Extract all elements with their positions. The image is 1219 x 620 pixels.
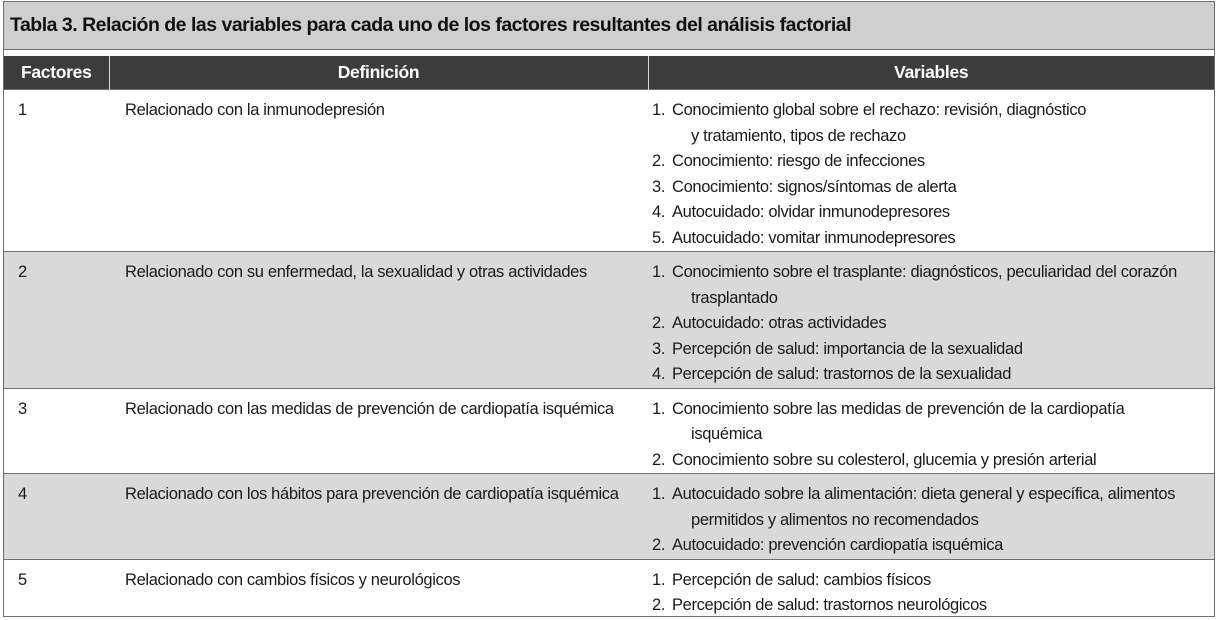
variable-text: Conocimiento sobre su colesterol, glucemia y presión arterial [672, 450, 1097, 469]
header-variables: Variables [648, 56, 1214, 90]
variable-text: Autocuidado: olvidar inmunodepresores [672, 203, 950, 221]
factor-variables [648, 388, 1214, 474]
variable-item [652, 397, 1214, 448]
factor-number: 2 [18, 263, 27, 281]
variable-number: 5. [652, 228, 666, 247]
variable-number: 2. [652, 450, 666, 469]
factor-definition: Relacionado con su enfermedad, la sexualidad y otras actividades [125, 263, 587, 281]
variable-item [652, 533, 1214, 559]
variable-item [652, 260, 1214, 311]
variable-item [652, 593, 1214, 619]
factor-definition: Relacionado con cambios físicos y neurológicos [125, 570, 461, 589]
variable-text: Autocuidado: prevención cardiopatía isquémica [672, 536, 1003, 554]
factor-definition: Relacionado con las medidas de prevención de cardiopatía isquémica [125, 399, 614, 418]
variable-text-continuation: trasplantado [691, 288, 778, 307]
variable-number: 4. [652, 203, 666, 221]
factor-number: 4 [18, 485, 27, 503]
factor-variables [648, 559, 1214, 619]
variable-text: Percepción de salud: trastornos de la sexualidad [672, 365, 1012, 383]
table-row [4, 90, 1214, 252]
factor-number: 1 [18, 101, 27, 119]
header-row [4, 56, 1214, 90]
variable-number: 2. [652, 314, 666, 332]
variable-item [652, 311, 1214, 337]
factor-definition: Relacionado con los hábitos para prevención de cardiopatía isquémica [125, 485, 619, 503]
variable-text: Conocimiento global sobre el rechazo: revisión, diagnóstico [672, 101, 1087, 119]
variable-number: 2. [652, 596, 666, 614]
table-row [4, 388, 1214, 474]
variable-text: Autocuidado: vomitar inmunodepresores [672, 228, 956, 247]
variable-text: Percepción de salud: trastornos neurológicos [672, 596, 987, 614]
table-row [4, 474, 1214, 560]
variable-text: Conocimiento sobre las medidas de prevención de la cardiopatía [672, 399, 1125, 418]
table-row [4, 252, 1214, 389]
variable-text: Autocuidado sobre la alimentación: dieta general y específica, alimentos [672, 485, 1176, 503]
variable-text: Percepción de salud: cambios físicos [672, 570, 931, 589]
variable-text-continuation: permitidos y alimentos no recomendados [691, 510, 979, 529]
variable-text: Autocuidado: otras actividades [672, 314, 887, 332]
variable-item [652, 226, 1214, 252]
variable-number: 2. [652, 152, 666, 170]
variable-text: Conocimiento: riesgo de infecciones [672, 152, 925, 170]
variable-number: 4. [652, 365, 666, 383]
variable-text: Percepción de salud: importancia de la sexualidad [672, 339, 1023, 358]
variable-item [652, 200, 1214, 226]
variable-number: 1. [652, 101, 666, 119]
variable-text-continuation: y tratamiento, tipos de rechazo [691, 126, 906, 145]
variable-number: 1. [652, 485, 666, 503]
factor-definition: Relacionado con la inmunodepresión [125, 101, 385, 119]
variable-number: 1. [652, 570, 666, 589]
header-definicion: Definición [109, 56, 648, 90]
variable-item [652, 482, 1214, 533]
factor-number: 3 [18, 399, 27, 418]
variable-text-continuation: isquémica [691, 425, 763, 443]
table-frame [3, 1, 1215, 617]
variable-text: Conocimiento sobre el trasplante: diagnósticos, peculiaridad del corazón [672, 263, 1177, 281]
variable-item [652, 568, 1214, 594]
table-body [4, 90, 1214, 619]
variable-number: 3. [652, 177, 666, 196]
variable-item [652, 448, 1214, 474]
factor-number: 5 [18, 570, 27, 589]
factors-table [4, 56, 1214, 619]
variable-item [652, 337, 1214, 363]
factor-variables [648, 474, 1214, 560]
table-row [4, 559, 1214, 619]
variable-item [652, 98, 1214, 149]
header-factores: Factores [4, 56, 109, 90]
variable-item [652, 149, 1214, 175]
variable-number: 2. [652, 536, 666, 554]
table-title: Tabla 3. Relación de las variables para cada uno de los factores resultantes del análisis factorial [4, 2, 1214, 50]
variable-number: 3. [652, 339, 666, 358]
factor-variables [648, 252, 1214, 389]
variable-text: Conocimiento: signos/síntomas de alerta [672, 177, 957, 196]
variable-item [652, 362, 1214, 388]
variable-item [652, 175, 1214, 201]
variable-number: 1. [652, 399, 666, 418]
variable-number: 1. [652, 263, 666, 281]
factor-variables [648, 90, 1214, 252]
table-header [4, 56, 1214, 90]
